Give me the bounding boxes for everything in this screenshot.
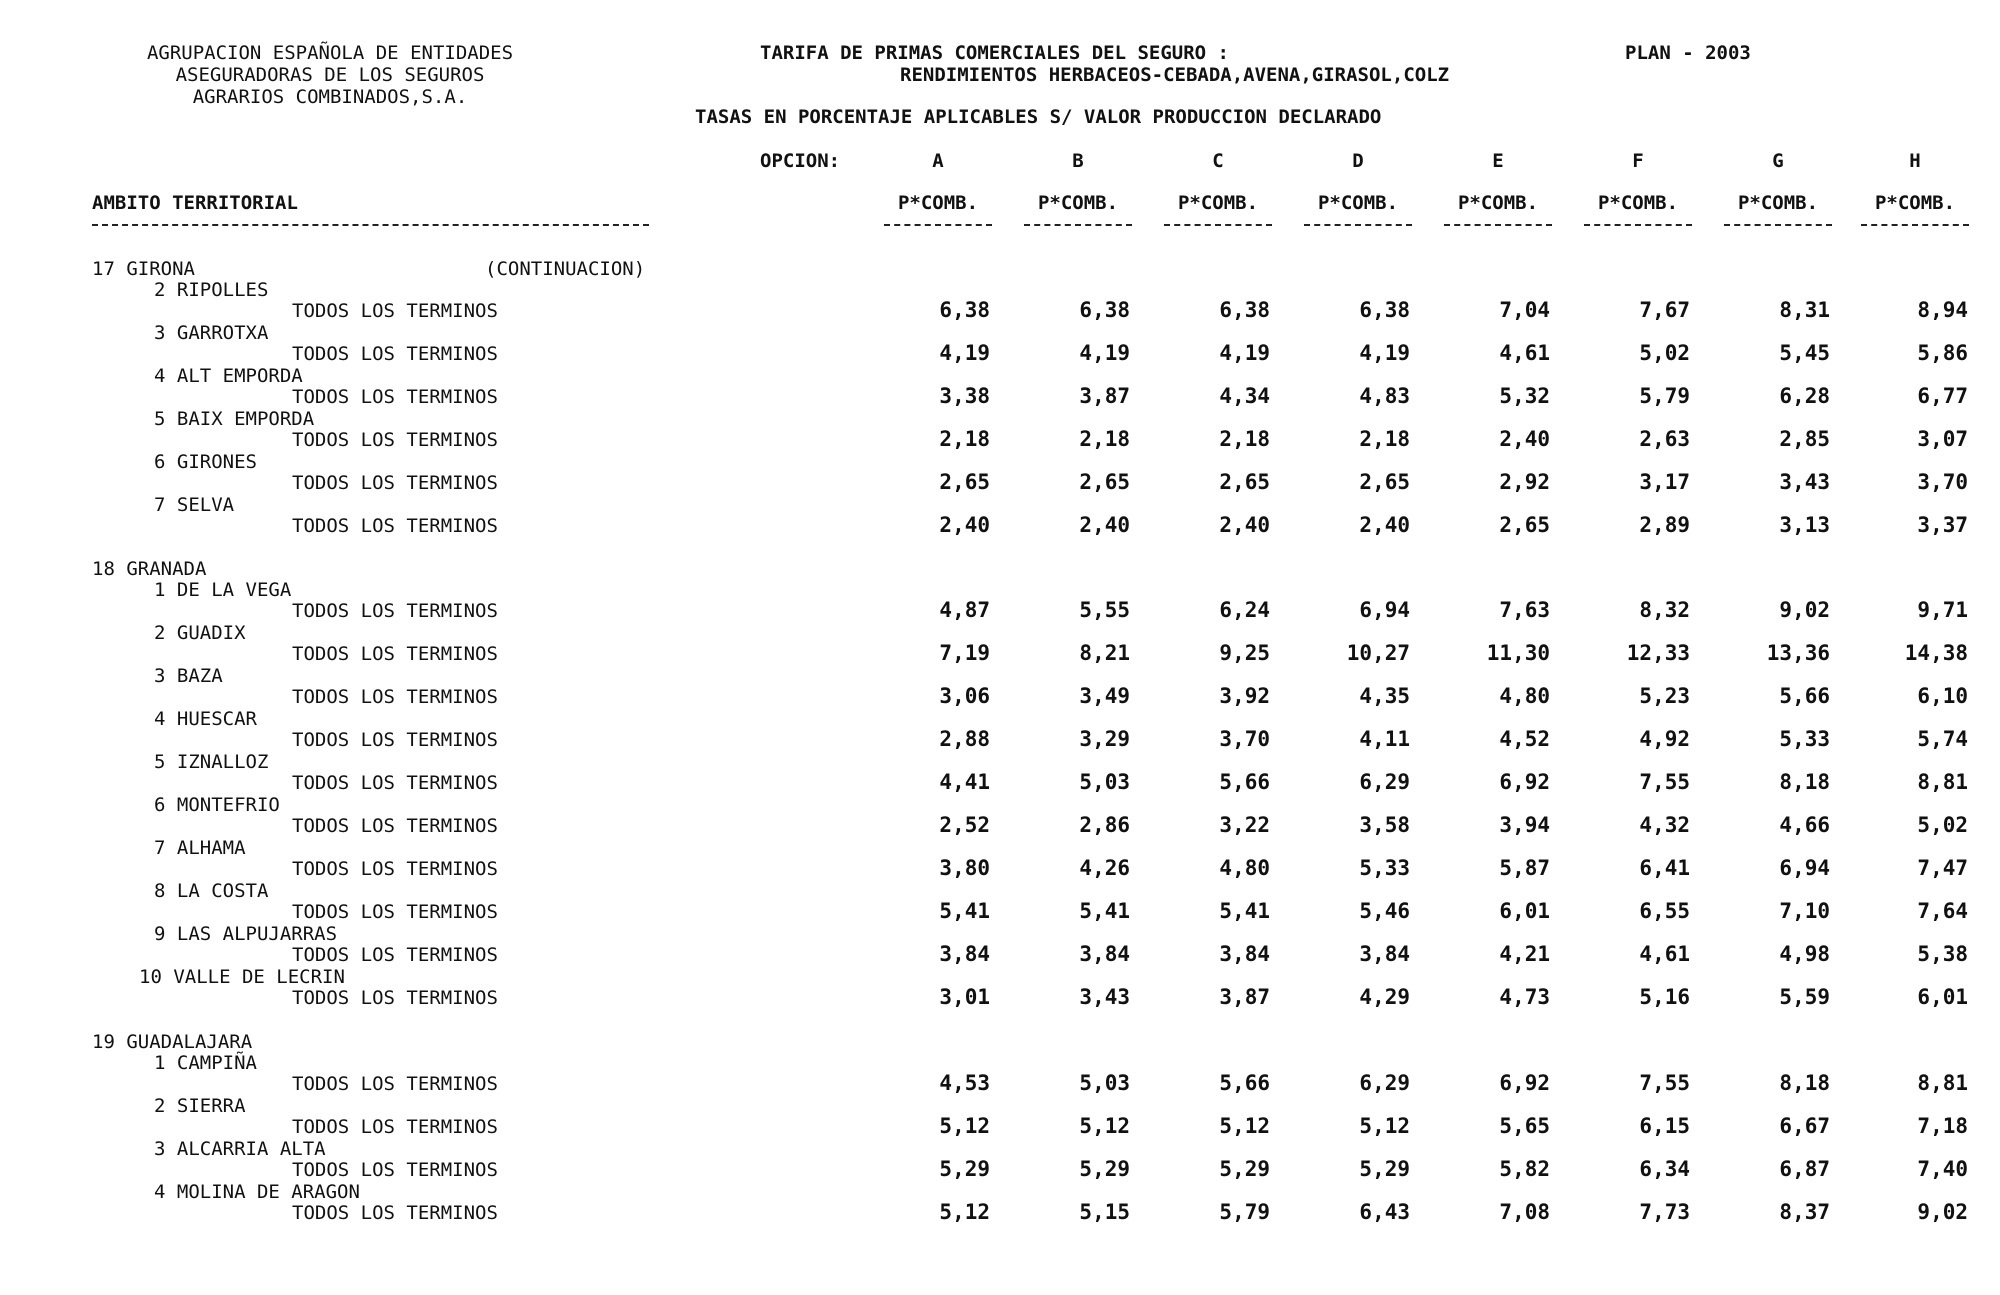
comarca-name: 6 MONTEFRIO	[154, 794, 280, 816]
rate-cell-a: 2,40	[939, 513, 990, 537]
rate-cell-h: 7,47	[1917, 856, 1968, 880]
rate-cell-a: 6,38	[939, 298, 990, 322]
rate-cell-b: 2,40	[1079, 513, 1130, 537]
rate-cell-c: 5,41	[1219, 899, 1270, 923]
rate-cell-d: 4,11	[1359, 727, 1410, 751]
rate-cell-h: 5,02	[1917, 813, 1968, 837]
rate-cell-g: 3,13	[1779, 513, 1830, 537]
rate-cell-a: 3,06	[939, 684, 990, 708]
rate-cell-e: 4,61	[1499, 341, 1550, 365]
rate-cell-g: 6,87	[1779, 1157, 1830, 1181]
rate-cell-a: 3,84	[939, 942, 990, 966]
rate-cell-e: 2,92	[1499, 470, 1550, 494]
col-underline-a	[884, 224, 992, 226]
document-subtitle: RENDIMIENTOS HERBACEOS-CEBADA,AVENA,GIRASOL,COLZ	[900, 64, 1450, 86]
col-header-f: P*COMB.	[1597, 192, 1679, 214]
rate-cell-e: 3,94	[1499, 813, 1550, 837]
terms-label: TODOS LOS TERMINOS	[292, 343, 498, 365]
rate-cell-h: 14,38	[1904, 641, 1968, 665]
document-title: TARIFA DE PRIMAS COMERCIALES DEL SEGURO :	[760, 42, 1229, 64]
rate-cell-h: 8,81	[1917, 1071, 1968, 1095]
rate-cell-f: 6,41	[1639, 856, 1690, 880]
rate-cell-b: 3,84	[1079, 942, 1130, 966]
rate-cell-f: 12,33	[1626, 641, 1690, 665]
col-underline-h	[1861, 224, 1969, 226]
rate-cell-f: 7,67	[1639, 298, 1690, 322]
province-heading: 18 GRANADA	[92, 558, 207, 580]
rate-cell-g: 5,45	[1779, 341, 1830, 365]
rate-cell-h: 8,94	[1917, 298, 1968, 322]
rate-cell-b: 2,86	[1079, 813, 1130, 837]
terms-label: TODOS LOS TERMINOS	[292, 300, 498, 322]
terms-label: TODOS LOS TERMINOS	[292, 600, 498, 622]
rate-cell-a: 4,41	[939, 770, 990, 794]
comarca-name: 4 ALT EMPORDA	[154, 365, 303, 387]
rate-cell-c: 4,80	[1219, 856, 1270, 880]
rate-cell-c: 3,70	[1219, 727, 1270, 751]
rate-cell-e: 4,80	[1499, 684, 1550, 708]
rate-cell-c: 3,92	[1219, 684, 1270, 708]
rate-cell-d: 4,35	[1359, 684, 1410, 708]
rate-cell-h: 7,64	[1917, 899, 1968, 923]
continuation-label: (CONTINUACION)	[485, 258, 646, 280]
rate-cell-e: 4,73	[1499, 985, 1550, 1009]
rate-cell-d: 5,29	[1359, 1157, 1410, 1181]
terms-label: TODOS LOS TERMINOS	[292, 987, 498, 1009]
rate-cell-a: 4,53	[939, 1071, 990, 1095]
col-underline-g	[1724, 224, 1832, 226]
rate-cell-d: 5,46	[1359, 899, 1410, 923]
rate-cell-g: 4,66	[1779, 813, 1830, 837]
comarca-name: 1 CAMPIÑA	[154, 1052, 257, 1074]
rate-cell-d: 3,58	[1359, 813, 1410, 837]
comarca-name: 3 BAZA	[154, 665, 223, 687]
rate-cell-c: 6,38	[1219, 298, 1270, 322]
rate-cell-g: 5,59	[1779, 985, 1830, 1009]
rate-cell-b: 3,49	[1079, 684, 1130, 708]
rate-cell-g: 6,28	[1779, 384, 1830, 408]
rate-cell-b: 2,65	[1079, 470, 1130, 494]
rate-cell-h: 9,71	[1917, 598, 1968, 622]
rate-cell-f: 2,89	[1639, 513, 1690, 537]
rate-cell-e: 5,32	[1499, 384, 1550, 408]
terms-label: TODOS LOS TERMINOS	[292, 901, 498, 923]
rate-cell-e: 5,87	[1499, 856, 1550, 880]
rate-cell-a: 2,52	[939, 813, 990, 837]
rate-cell-b: 5,03	[1079, 770, 1130, 794]
rate-cell-f: 2,63	[1639, 427, 1690, 451]
comarca-name: 8 LA COSTA	[154, 880, 269, 902]
rate-cell-e: 7,04	[1499, 298, 1550, 322]
terms-label: TODOS LOS TERMINOS	[292, 772, 498, 794]
rate-cell-g: 9,02	[1779, 598, 1830, 622]
rate-cell-f: 5,23	[1639, 684, 1690, 708]
rate-cell-c: 5,66	[1219, 1071, 1270, 1095]
rate-cell-g: 8,37	[1779, 1200, 1830, 1224]
comarca-name: 7 ALHAMA	[154, 837, 246, 859]
rate-cell-a: 5,12	[939, 1114, 990, 1138]
rate-cell-b: 8,21	[1079, 641, 1130, 665]
rate-cell-e: 6,01	[1499, 899, 1550, 923]
terms-label: TODOS LOS TERMINOS	[292, 643, 498, 665]
rate-cell-a: 3,01	[939, 985, 990, 1009]
rate-cell-a: 7,19	[939, 641, 990, 665]
col-underline-b	[1024, 224, 1132, 226]
rate-cell-g: 2,85	[1779, 427, 1830, 451]
terms-label: TODOS LOS TERMINOS	[292, 1159, 498, 1181]
rate-cell-d: 6,29	[1359, 770, 1410, 794]
rate-cell-a: 3,80	[939, 856, 990, 880]
rate-cell-f: 5,16	[1639, 985, 1690, 1009]
col-header-e: P*COMB.	[1457, 192, 1539, 214]
rate-cell-d: 10,27	[1346, 641, 1410, 665]
rate-cell-a: 5,41	[939, 899, 990, 923]
org-line-2: ASEGURADORAS DE LOS SEGUROS	[175, 64, 485, 86]
terms-label: TODOS LOS TERMINOS	[292, 729, 498, 751]
rate-cell-f: 4,92	[1639, 727, 1690, 751]
rate-cell-e: 5,82	[1499, 1157, 1550, 1181]
rate-cell-a: 2,18	[939, 427, 990, 451]
comarca-name: 2 GUADIX	[154, 622, 246, 644]
rate-cell-c: 2,65	[1219, 470, 1270, 494]
rate-cell-c: 9,25	[1219, 641, 1270, 665]
rate-cell-g: 7,10	[1779, 899, 1830, 923]
plan-label: PLAN - 2003	[1625, 42, 1751, 64]
comarca-name: 5 IZNALLOZ	[154, 751, 269, 773]
terms-label: TODOS LOS TERMINOS	[292, 429, 498, 451]
rate-cell-f: 7,55	[1639, 770, 1690, 794]
rate-cell-a: 5,12	[939, 1200, 990, 1224]
rate-cell-b: 5,15	[1079, 1200, 1130, 1224]
rate-cell-b: 5,12	[1079, 1114, 1130, 1138]
rate-cell-h: 8,81	[1917, 770, 1968, 794]
rate-cell-f: 4,32	[1639, 813, 1690, 837]
rate-cell-d: 4,83	[1359, 384, 1410, 408]
rates-note: TASAS EN PORCENTAJE APLICABLES S/ VALOR PRODUCCION DECLARADO	[695, 106, 1382, 128]
ambito-label: AMBITO TERRITORIAL	[92, 192, 298, 214]
rate-cell-d: 6,94	[1359, 598, 1410, 622]
option-e: E	[1492, 150, 1504, 172]
comarca-name: 4 MOLINA DE ARAGON	[154, 1181, 360, 1203]
rate-cell-d: 2,18	[1359, 427, 1410, 451]
rate-cell-f: 3,17	[1639, 470, 1690, 494]
rate-cell-a: 2,88	[939, 727, 990, 751]
rate-cell-b: 6,38	[1079, 298, 1130, 322]
rate-cell-h: 5,86	[1917, 341, 1968, 365]
rate-cell-c: 5,66	[1219, 770, 1270, 794]
rate-cell-b: 4,19	[1079, 341, 1130, 365]
rate-cell-g: 4,98	[1779, 942, 1830, 966]
comarca-name: 5 BAIX EMPORDA	[154, 408, 315, 430]
rate-cell-e: 5,65	[1499, 1114, 1550, 1138]
rate-cell-d: 6,43	[1359, 1200, 1410, 1224]
rate-cell-f: 5,02	[1639, 341, 1690, 365]
rate-cell-c: 5,79	[1219, 1200, 1270, 1224]
terms-label: TODOS LOS TERMINOS	[292, 686, 498, 708]
option-c: C	[1212, 150, 1224, 172]
col-header-c: P*COMB.	[1177, 192, 1259, 214]
rate-cell-h: 6,01	[1917, 985, 1968, 1009]
rate-cell-e: 4,21	[1499, 942, 1550, 966]
col-header-g: P*COMB.	[1737, 192, 1819, 214]
rate-cell-c: 2,40	[1219, 513, 1270, 537]
rate-cell-h: 6,77	[1917, 384, 1968, 408]
opcion-label: OPCION:	[760, 150, 841, 172]
col-header-h: P*COMB.	[1874, 192, 1956, 214]
rate-cell-f: 4,61	[1639, 942, 1690, 966]
comarca-name: 4 HUESCAR	[154, 708, 257, 730]
rate-cell-e: 7,63	[1499, 598, 1550, 622]
rate-cell-b: 2,18	[1079, 427, 1130, 451]
rate-cell-c: 3,87	[1219, 985, 1270, 1009]
rate-cell-g: 8,18	[1779, 770, 1830, 794]
rate-cell-c: 5,29	[1219, 1157, 1270, 1181]
rate-cell-f: 6,55	[1639, 899, 1690, 923]
terms-label: TODOS LOS TERMINOS	[292, 515, 498, 537]
terms-label: TODOS LOS TERMINOS	[292, 944, 498, 966]
terms-label: TODOS LOS TERMINOS	[292, 815, 498, 837]
comarca-name: 2 RIPOLLES	[154, 279, 269, 301]
rate-cell-e: 2,40	[1499, 427, 1550, 451]
rate-cell-c: 4,34	[1219, 384, 1270, 408]
terms-label: TODOS LOS TERMINOS	[292, 472, 498, 494]
rate-cell-b: 4,26	[1079, 856, 1130, 880]
rate-cell-a: 4,87	[939, 598, 990, 622]
col-underline-f	[1584, 224, 1692, 226]
rate-cell-g: 5,66	[1779, 684, 1830, 708]
rate-cell-g: 8,18	[1779, 1071, 1830, 1095]
col-underline-d	[1304, 224, 1412, 226]
rate-cell-d: 3,84	[1359, 942, 1410, 966]
rate-cell-g: 6,94	[1779, 856, 1830, 880]
rate-cell-g: 13,36	[1766, 641, 1830, 665]
rate-cell-a: 5,29	[939, 1157, 990, 1181]
rate-cell-d: 2,40	[1359, 513, 1410, 537]
col-header-a: P*COMB.	[897, 192, 979, 214]
rate-cell-f: 5,79	[1639, 384, 1690, 408]
rate-cell-g: 5,33	[1779, 727, 1830, 751]
option-b: B	[1072, 150, 1084, 172]
col-underline-e	[1444, 224, 1552, 226]
option-a: A	[932, 150, 944, 172]
terms-label: TODOS LOS TERMINOS	[292, 1202, 498, 1224]
rate-cell-e: 4,52	[1499, 727, 1550, 751]
rate-cell-e: 11,30	[1486, 641, 1550, 665]
rate-cell-b: 5,29	[1079, 1157, 1130, 1181]
option-d: D	[1352, 150, 1364, 172]
rate-cell-g: 8,31	[1779, 298, 1830, 322]
rate-cell-d: 6,29	[1359, 1071, 1410, 1095]
comarca-name: 2 SIERRA	[154, 1095, 246, 1117]
rate-cell-h: 6,10	[1917, 684, 1968, 708]
terms-label: TODOS LOS TERMINOS	[292, 858, 498, 880]
rate-cell-e: 6,92	[1499, 1071, 1550, 1095]
rate-cell-f: 7,73	[1639, 1200, 1690, 1224]
rate-cell-h: 3,70	[1917, 470, 1968, 494]
rate-cell-h: 3,07	[1917, 427, 1968, 451]
comarca-name: 1 DE LA VEGA	[154, 579, 292, 601]
rate-cell-c: 2,18	[1219, 427, 1270, 451]
rate-cell-d: 2,65	[1359, 470, 1410, 494]
col-underline-c	[1164, 224, 1272, 226]
org-line-3: AGRARIOS COMBINADOS,S.A.	[192, 86, 468, 108]
rate-cell-a: 4,19	[939, 341, 990, 365]
comarca-name: 3 GARROTXA	[154, 322, 269, 344]
rate-cell-b: 5,41	[1079, 899, 1130, 923]
rate-cell-f: 8,32	[1639, 598, 1690, 622]
rate-cell-h: 7,18	[1917, 1114, 1968, 1138]
rate-cell-b: 3,43	[1079, 985, 1130, 1009]
ambito-underline	[92, 224, 649, 226]
comarca-name: 7 SELVA	[154, 494, 235, 516]
rate-cell-a: 3,38	[939, 384, 990, 408]
terms-label: TODOS LOS TERMINOS	[292, 1116, 498, 1138]
rate-cell-f: 7,55	[1639, 1071, 1690, 1095]
rate-cell-e: 6,92	[1499, 770, 1550, 794]
rate-cell-d: 4,29	[1359, 985, 1410, 1009]
rate-cell-d: 4,19	[1359, 341, 1410, 365]
rate-cell-g: 3,43	[1779, 470, 1830, 494]
rate-cell-e: 2,65	[1499, 513, 1550, 537]
rate-cell-h: 3,37	[1917, 513, 1968, 537]
province-heading: 19 GUADALAJARA	[92, 1031, 253, 1053]
rate-cell-b: 3,87	[1079, 384, 1130, 408]
terms-label: TODOS LOS TERMINOS	[292, 386, 498, 408]
col-header-d: P*COMB.	[1317, 192, 1399, 214]
province-heading: 17 GIRONA	[92, 258, 195, 280]
rate-cell-h: 5,74	[1917, 727, 1968, 751]
comarca-name: 10 VALLE DE LECRIN	[139, 966, 345, 988]
option-g: G	[1772, 150, 1784, 172]
comarca-name: 3 ALCARRIA ALTA	[154, 1138, 326, 1160]
rate-cell-e: 7,08	[1499, 1200, 1550, 1224]
rate-cell-b: 5,55	[1079, 598, 1130, 622]
terms-label: TODOS LOS TERMINOS	[292, 1073, 498, 1095]
rate-cell-d: 5,12	[1359, 1114, 1410, 1138]
rate-cell-c: 4,19	[1219, 341, 1270, 365]
rate-cell-d: 5,33	[1359, 856, 1410, 880]
rate-cell-f: 6,34	[1639, 1157, 1690, 1181]
option-h: H	[1909, 150, 1921, 172]
rate-cell-c: 5,12	[1219, 1114, 1270, 1138]
rate-cell-c: 6,24	[1219, 598, 1270, 622]
comarca-name: 9 LAS ALPUJARRAS	[154, 923, 338, 945]
rate-cell-b: 5,03	[1079, 1071, 1130, 1095]
rate-cell-c: 3,84	[1219, 942, 1270, 966]
rate-cell-c: 3,22	[1219, 813, 1270, 837]
col-header-b: P*COMB.	[1037, 192, 1119, 214]
rate-cell-h: 7,40	[1917, 1157, 1968, 1181]
rate-cell-d: 6,38	[1359, 298, 1410, 322]
rate-cell-g: 6,67	[1779, 1114, 1830, 1138]
rate-cell-h: 5,38	[1917, 942, 1968, 966]
rate-cell-b: 3,29	[1079, 727, 1130, 751]
rate-cell-a: 2,65	[939, 470, 990, 494]
org-line-1: AGRUPACION ESPAÑOLA DE ENTIDADES	[146, 42, 514, 64]
rate-cell-f: 6,15	[1639, 1114, 1690, 1138]
rate-cell-h: 9,02	[1917, 1200, 1968, 1224]
option-f: F	[1632, 150, 1644, 172]
comarca-name: 6 GIRONES	[154, 451, 257, 473]
